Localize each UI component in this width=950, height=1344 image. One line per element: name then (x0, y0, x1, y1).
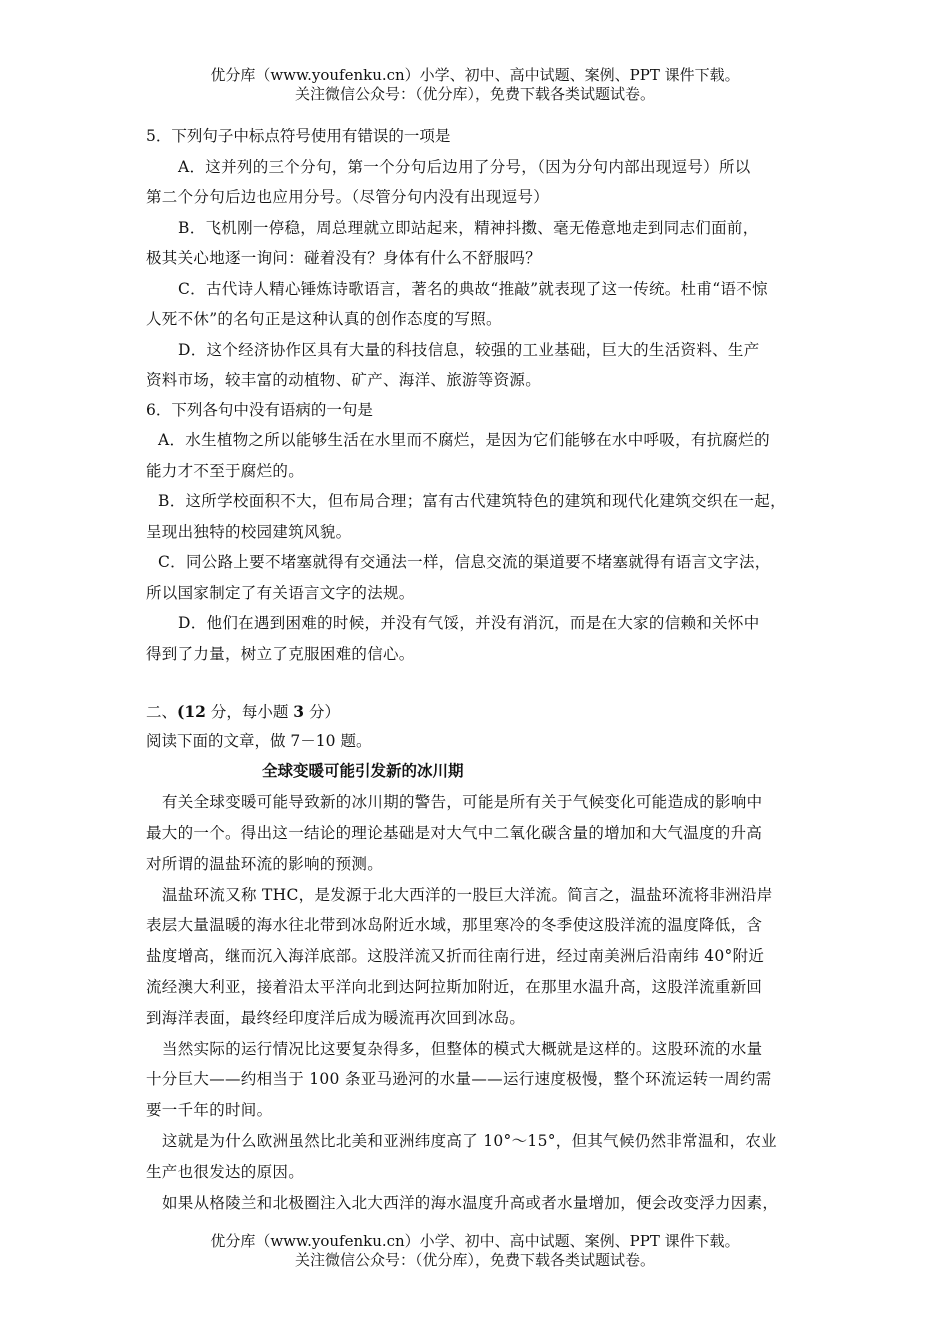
article-p3-line1: 当然实际的运行情况比这要复杂得多，但整体的模式大概就是这样的。这股环流的水量 (162, 1040, 763, 1058)
article-p2-line5: 到海洋表面，最终经印度洋后成为暖流再次回到冰岛。 (146, 1009, 526, 1027)
q5-option-b-line1: B．飞机刚一停稳，周总理就立即站起来，精神抖擞、毫无倦意地走到同志们面前， (178, 219, 759, 237)
section-2-each: 3 (293, 702, 305, 721)
q5-stem: 5．下列句子中标点符号使用有错误的一项是 (146, 127, 451, 145)
section-2-mid: 分，每小题 (205, 703, 294, 721)
footer-line-2: 关注微信公众号：（优分库），免费下载各类试题试卷。 (294, 1251, 655, 1269)
section-2-suffix: 分） (304, 703, 341, 721)
q6-option-c-line2: 所以国家制定了有关语言文字的法规。 (146, 584, 415, 602)
article-p2-line4: 流经澳大利亚，接着沿太平洋向北到达阿拉斯加附近，在那里水温升高，这股洋流重新回 (146, 978, 763, 996)
article-p2-line3: 盐度增高，继而沉入海洋底部。这股洋流又折而往南行进，经过南美洲后沿南纬 40°附近 (146, 947, 765, 965)
article-p4-line2: 生产也很发达的原因。 (146, 1163, 305, 1181)
article-p4-line1: 这就是为什么欧洲虽然比北美和亚洲纬度高了 10°～15°，但其气候仍然非常温和，农业 (162, 1132, 777, 1150)
q6-option-d-line1: D．他们在遇到困难的时候，并没有气馁，并没有消沉，而是在大家的信赖和关怀中 (178, 614, 760, 632)
q5-option-b-line2: 极其关心地逐一询问：碰着没有？身体有什么不舒服吗？ (146, 249, 542, 267)
page-header (0, 66, 950, 104)
header-line-2: 关注微信公众号：（优分库），免费下载各类试题试卷。 (294, 85, 655, 103)
article-p3-line3: 要一千年的时间。 (146, 1101, 273, 1119)
section-2-prefix: 二、 (146, 703, 178, 721)
section-2-score: (12 (177, 702, 206, 721)
q6-option-a-line2: 能力才不至于腐烂的。 (146, 462, 305, 480)
q5-option-a-line2: 第二个分句后边也应用分号。（尽管分句内没有出现逗号） (146, 188, 550, 206)
q6-option-b-line1: B．这所学校面积不大，但布局合理；富有古代建筑特色的建筑和现代化建筑交织在一起， (158, 492, 786, 510)
header-line-1: 优分库（www.youfenku.cn）小学、初中、高中试题、案例、PPT 课件下载。 (210, 66, 740, 84)
article-p2-line1: 温盐环流又称 THC，是发源于北大西洋的一股巨大洋流。简言之，温盐环流将非洲沿岸 (162, 886, 773, 904)
q6-option-b-line2: 呈现出独特的校园建筑风貌。 (146, 523, 352, 541)
q6-option-d-line2: 得到了力量，树立了克服困难的信心。 (146, 645, 415, 663)
q6-stem: 6．下列各句中没有语病的一句是 (146, 401, 373, 419)
footer-line-1: 优分库（www.youfenku.cn）小学、初中、高中试题、案例、PPT 课件下载。 (210, 1232, 740, 1250)
article-p5-line1: 如果从格陵兰和北极圈注入北大西洋的海水温度升高或者水量增加，便会改变浮力因素， (162, 1194, 779, 1212)
q5-option-c-line2: 人死不休”的名句正是这种认真的创作态度的写照。 (146, 310, 502, 328)
section-2-instruction: 阅读下面的文章，做 7－10 题。 (146, 732, 372, 750)
article-p1-line2: 最大的一个。得出这一结论的理论基础是对大气中二氧化碳含量的增加和大气温度的升高 (146, 824, 763, 842)
article-p1-line1: 有关全球变暖可能导致新的冰川期的警告，可能是所有关于气候变化可能造成的影响中 (162, 793, 763, 811)
article-p3-line2: 十分巨大——约相当于 100 条亚马逊河的水量——运行速度极慢，整个环流运转一周约需 (146, 1070, 772, 1088)
q5-option-c-line1: C．古代诗人精心锤炼诗歌语言，著名的典故“推敲”就表现了这一传统。杜甫“语不惊 (178, 280, 768, 298)
article-p1-line3: 对所谓的温盐环流的影响的预测。 (146, 855, 384, 873)
page-footer (0, 1232, 950, 1270)
q5-option-a-line1: A．这并列的三个分句，第一个分句后边用了分号，（因为分句内部出现逗号）所以 (178, 158, 751, 176)
q6-option-a-line1: A．水生植物之所以能够生活在水里而不腐烂，是因为它们能够在水中呼吸，有抗腐烂的 (158, 431, 770, 449)
section-2-heading (146, 702, 340, 722)
article-title: 全球变暖可能引发新的冰川期 (262, 761, 464, 780)
q6-option-c-line1: C．同公路上要不堵塞就得有交通法一样，信息交流的渠道要不堵塞就得有语言文字法， (158, 553, 771, 571)
q5-option-d-line2: 资料市场，较丰富的动植物、矿产、海洋、旅游等资源。 (146, 371, 542, 389)
q5-option-d-line1: D．这个经济协作区具有大量的科技信息，较强的工业基础，巨大的生活资料、生产 (178, 341, 760, 359)
article-p2-line2: 表层大量温暖的海水往北带到冰岛附近水域，那里寒冷的冬季使这股洋流的温度降低，含 (146, 916, 763, 934)
